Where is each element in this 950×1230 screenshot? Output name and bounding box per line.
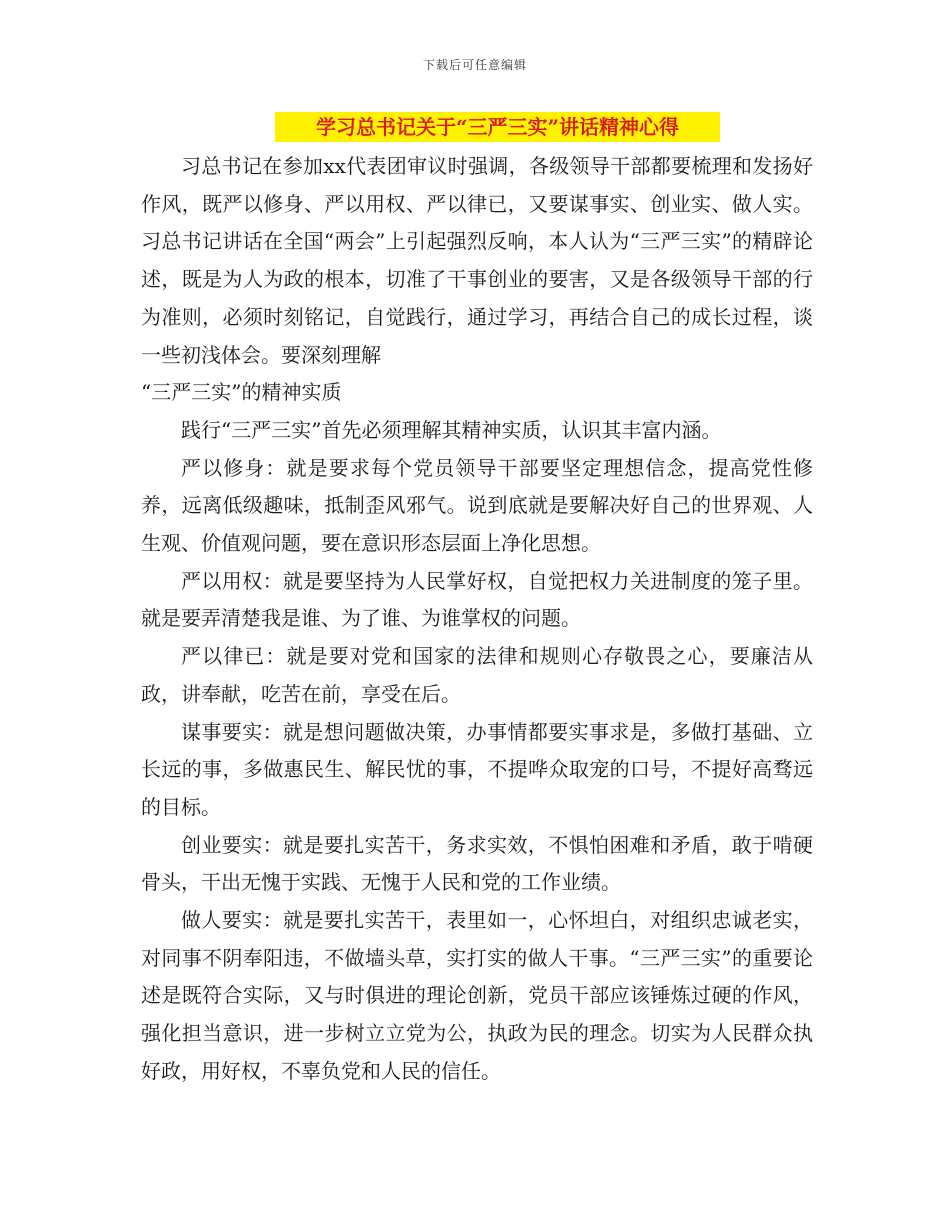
paragraph-planning: 谋事要实：就是想问题做决策，办事情都要实事求是，多做打基础、立长远的事，多做惠民生、解民忧的事，不提哗众取宠的口号，不提好高骛远的目标。	[141, 719, 813, 819]
document-body	[141, 148, 813, 1091]
paragraph-intro: 习总书记在参加xx代表团审议时强调，各级领导干部都要梳理和发扬好作风，既严以修身、严以用权、严以律已，又要谋事实、创业实、做人实。习总书记讲话在全国“两会”上引起强烈反响，本人认为“三严三实”的精辟论述，既是为人为政的根本，切准了干事创业的要害，又是各级领导干部的行为准则，必须时刻铭记，自觉践行，通过学习，再结合自己的成长过程，谈一些初浅体会。要深刻理解	[141, 154, 813, 367]
paragraph-self-discipline: 严以律已：就是要对党和国家的法律和规则心存敬畏之心，要廉洁从政，讲奉献，吃苦在前，享受在后。	[141, 644, 813, 706]
paragraph-essence: 践行“三严三实”首先必须理解其精神实质，认识其丰富内涵。	[181, 417, 722, 442]
page-header-note: 下载后可任意编辑	[422, 58, 527, 72]
paragraph-section-heading: “三严三实”的精神实质	[141, 380, 342, 405]
paragraph-self-cultivation: 严以修身：就是要求每个党员领导干部要坚定理想信念，提高党性修养，远离低级趣味，抵制歪风邪气。说到底就是要解决好自己的世界观、人生观、价值观问题，要在意识形态层面上净化思想。	[141, 455, 813, 556]
paragraph-use-of-power: 严以用权：就是要坚持为人民掌好权，自觉把权力关进制度的笼子里。就是要弄清楚我是谁、为了谁、为谁掌权的问题。	[141, 568, 813, 631]
paragraph-enterprise: 创业要实：就是要扎实苦干，务求实效，不惧怕困难和矛盾，敢于啃硬骨头，干出无愧于实践、无愧于人民和党的工作业绩。	[141, 832, 813, 895]
paragraph-conduct: 做人要实：就是要扎实苦干，表里如一，心怀坦白，对组织忠诚老实，对同事不阴奉阳违，不做墙头草，实打实的做人干事。“三严三实”的重要论述是既符合实际，又与时俱进的理论创新，党员干部应该锤炼过硬的作风，强化担当意识，进一步树立立党为公，执政为民的理念。切实为人民群众执好政，用好权，不辜负党和人民的信任。	[141, 908, 813, 1083]
document-title: 学习总书记关于“三严三实”讲话精神心得	[275, 112, 720, 142]
